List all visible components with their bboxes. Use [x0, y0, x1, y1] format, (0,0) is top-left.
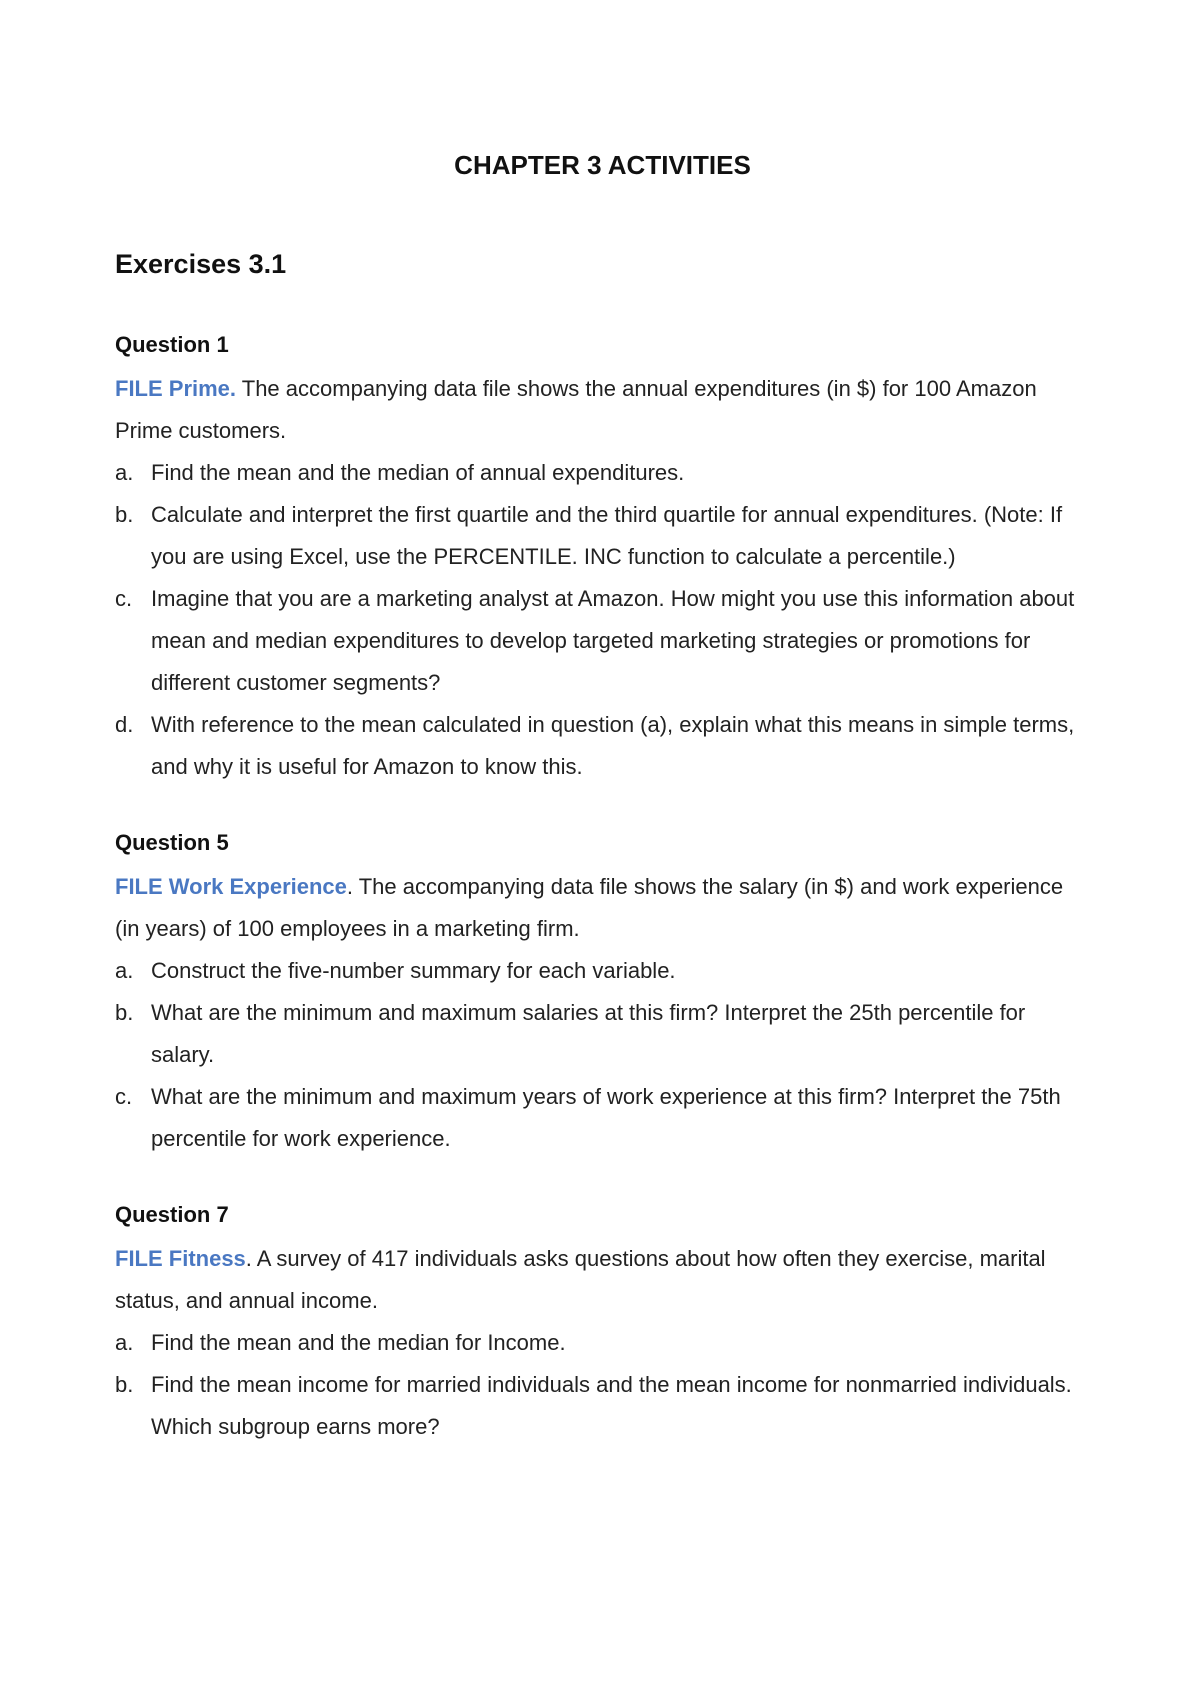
intro-text: . The accompanying data file shows the salary (in $) and work experience (in years) of 100 employees in a marketing firm. [115, 874, 1064, 941]
question-intro [115, 1238, 1090, 1322]
sub-question [115, 494, 1090, 578]
sub-question-list [115, 452, 1090, 788]
sub-question [115, 950, 1090, 992]
sub-question [115, 992, 1090, 1076]
sub-question-text: Find the mean and the median of annual expenditures. [151, 460, 685, 485]
document-title: CHAPTER 3 ACTIVITIES [454, 150, 751, 180]
sub-question-text: Imagine that you are a marketing analyst at Amazon. How might you use this information about mean and median expenditures to develop targeted marketing strategies or promotions for different customer segments? [151, 586, 1075, 695]
sub-question [115, 1076, 1090, 1160]
sub-question-list [115, 1322, 1090, 1448]
sub-question-text: Find the mean income for married individuals and the mean income for nonmarried individuals. Which subgroup earns more? [151, 1372, 1072, 1439]
sub-question-letter: a. [115, 460, 134, 485]
sub-question-text: What are the minimum and maximum salaries at this firm? Interpret the 25th percentile for salary. [151, 1000, 1026, 1067]
sub-question-text: What are the minimum and maximum years of work experience at this firm? Interpret the 75th percentile for work experience. [151, 1084, 1061, 1151]
sub-question [115, 452, 1090, 494]
sub-question [115, 704, 1090, 788]
sub-question-letter: c. [115, 586, 133, 611]
sub-question-text: Calculate and interpret the first quartile and the third quartile for annual expenditures. (Note: If you are using Excel, use the PERCENTILE. INC function to calculate a percentile.) [151, 502, 1063, 569]
sub-question-letter: b. [115, 502, 134, 527]
sub-question-list [115, 950, 1090, 1160]
sub-question-text: Find the mean and the median for Income. [151, 1330, 566, 1355]
question-intro [115, 368, 1090, 452]
sub-question [115, 1322, 1090, 1364]
sub-question-letter: a. [115, 958, 134, 983]
section-heading: Exercises 3.1 [115, 249, 287, 279]
question-title: Question 7 [115, 1202, 229, 1227]
question-block [115, 828, 1090, 1160]
intro-text: The accompanying data file shows the annual expenditures (in $) for 100 Amazon Prime customers. [115, 376, 1037, 443]
question-title: Question 5 [115, 830, 229, 855]
sub-question-letter: c. [115, 1084, 133, 1109]
sub-question-letter: a. [115, 1330, 134, 1355]
file-label: FILE Fitness [115, 1246, 246, 1271]
sub-question-letter: b. [115, 1000, 134, 1025]
sub-question [115, 1364, 1090, 1448]
file-label: FILE Prime. [115, 376, 237, 401]
question-title: Question 1 [115, 332, 229, 357]
sub-question [115, 578, 1090, 704]
sub-question-text: Construct the five-number summary for each variable. [151, 958, 676, 983]
intro-text: . A survey of 417 individuals asks questions about how often they exercise, marital status, and annual income. [115, 1246, 1046, 1313]
sub-question-letter: d. [115, 712, 134, 737]
file-label: FILE Work Experience [115, 874, 347, 899]
question-block [115, 1200, 1090, 1448]
sub-question-letter: b. [115, 1372, 134, 1397]
sub-question-text: With reference to the mean calculated in question (a), explain what this means in simple terms, and why it is useful for Amazon to know this. [151, 712, 1075, 779]
question-block [115, 330, 1090, 788]
question-intro [115, 866, 1090, 950]
